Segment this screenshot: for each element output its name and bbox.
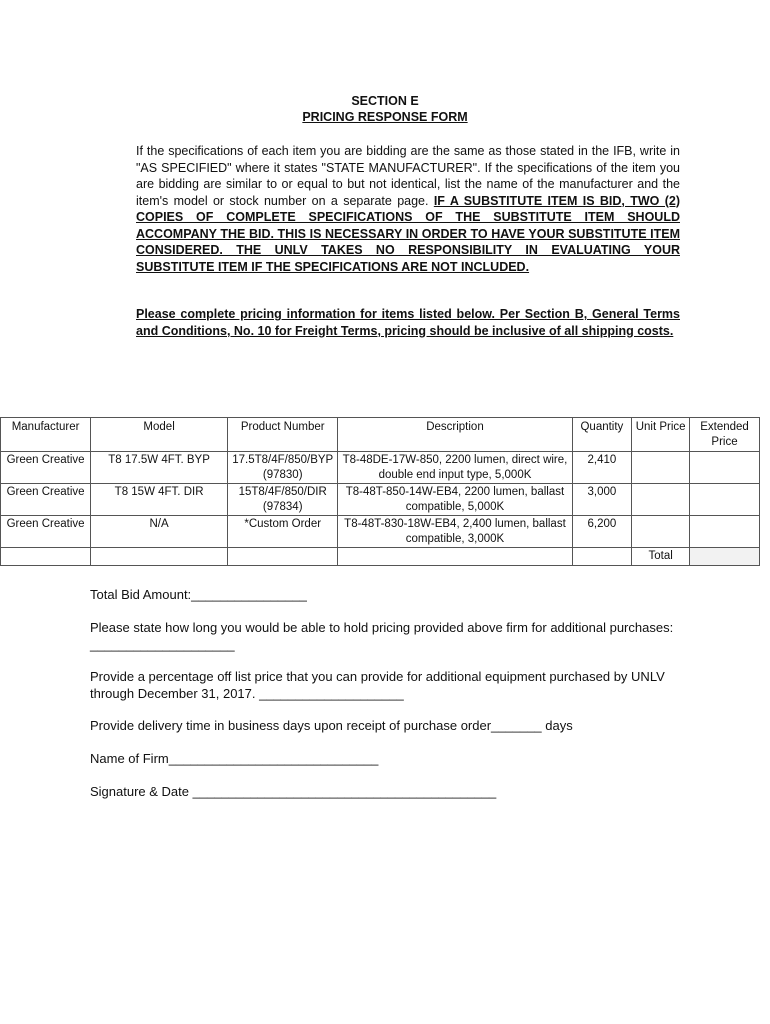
cell-product-number: 15T8/4F/850/DIR (97834) <box>227 484 337 516</box>
total-row <box>1 548 760 566</box>
cell-model: T8 17.5W 4FT. BYP <box>91 452 228 484</box>
cell-manufacturer: Green Creative <box>1 452 91 484</box>
cell-manufacturer: Green Creative <box>1 484 91 516</box>
header-quantity: Quantity <box>572 418 632 452</box>
cell-model: N/A <box>91 516 228 548</box>
table-row <box>1 484 760 516</box>
table-header-row <box>1 418 760 452</box>
header-manufacturer: Manufacturer <box>1 418 91 452</box>
cell-manufacturer: Green Creative <box>1 516 91 548</box>
empty-cell <box>91 548 228 566</box>
total-value-cell[interactable] <box>690 548 760 566</box>
cell-quantity: 2,410 <box>572 452 632 484</box>
hold-pricing-field[interactable]: Please state how long you would be able to hold pricing provided above firm for additional purchases: ____________________ <box>90 620 674 652</box>
firm-name-field[interactable]: Name of Firm_____________________________ <box>90 751 379 766</box>
header-model: Model <box>91 418 228 452</box>
header-extended-price: Extended Price <box>690 418 760 452</box>
form-title: PRICING RESPONSE FORM <box>302 110 468 124</box>
header-unit-price: Unit Price <box>632 418 690 452</box>
cell-extended-price[interactable] <box>690 452 760 484</box>
cell-description: T8-48DE-17W-850, 2200 lumen, direct wire, double end input type, 5,000K <box>338 452 572 484</box>
pricing-note: Please complete pricing information for items listed below. Per Section B, General Terms and Conditions, No. 10 for Freight Terms, pricing should be inclusive of all shipping costs. <box>136 307 680 338</box>
signature-date-field[interactable]: Signature & Date __________________________________________ <box>90 784 497 799</box>
empty-cell <box>338 548 572 566</box>
substitute-warning: IF A SUBSTITUTE ITEM IS BID, TWO (2) COPIES OF COMPLETE SPECIFICATIONS OF THE SUBSTITUTE ITEM SHOULD ACCOMPANY THE BID. THIS IS NECESSARY IN ORDER TO HAVE YOUR SUBSTITUTE ITEM CONSIDERED. THE UNLV TAKES NO RESPONSIBILITY IN EVALUATING YOUR SUBSTITUTE ITEM IF THE SPECIFICATIONS ARE NOT INCLUDED. <box>136 193 680 274</box>
cell-product-number: 17.5T8/4F/850/BYP (97830) <box>227 452 337 484</box>
total-bid-amount-field[interactable]: Total Bid Amount:________________ <box>90 587 307 602</box>
cell-extended-price[interactable] <box>690 484 760 516</box>
cell-quantity: 3,000 <box>572 484 632 516</box>
table-row <box>1 452 760 484</box>
pricing-table <box>0 417 760 566</box>
delivery-time-field[interactable]: Provide delivery time in business days upon receipt of purchase order_______ days <box>90 718 573 733</box>
cell-unit-price[interactable] <box>632 452 690 484</box>
cell-description: T8-48T-850-14W-EB4, 2200 lumen, ballast compatible, 5,000K <box>338 484 572 516</box>
header-description: Description <box>338 418 572 452</box>
cell-product-number: *Custom Order <box>227 516 337 548</box>
percentage-off-field[interactable]: Provide a percentage off list price that you can provide for additional equipment purchased by UNLV through December 31, 2017. ____________________ <box>90 669 665 701</box>
cell-unit-price[interactable] <box>632 484 690 516</box>
empty-cell <box>227 548 337 566</box>
empty-cell <box>572 548 632 566</box>
total-label: Total <box>632 548 690 566</box>
instructions-text: If the specifications of each item you are bidding are the same as those stated in the IFB, write in "AS SPECIFIED" where it states "STATE MANUFACTURER". If the specifications of the item you are bidding are similar to or equal to but not identical, list the name of the manufacturer and the item's model or stock number on a separate page. <box>136 144 680 208</box>
instructions-paragraph <box>136 143 680 275</box>
empty-cell <box>1 548 91 566</box>
section-heading: SECTION E <box>351 94 419 108</box>
cell-unit-price[interactable] <box>632 516 690 548</box>
header-product-number: Product Number <box>227 418 337 452</box>
cell-quantity: 6,200 <box>572 516 632 548</box>
cell-model: T8 15W 4FT. DIR <box>91 484 228 516</box>
table-row <box>1 516 760 548</box>
cell-description: T8-48T-830-18W-EB4, 2,400 lumen, ballast compatible, 3,000K <box>338 516 572 548</box>
cell-extended-price[interactable] <box>690 516 760 548</box>
